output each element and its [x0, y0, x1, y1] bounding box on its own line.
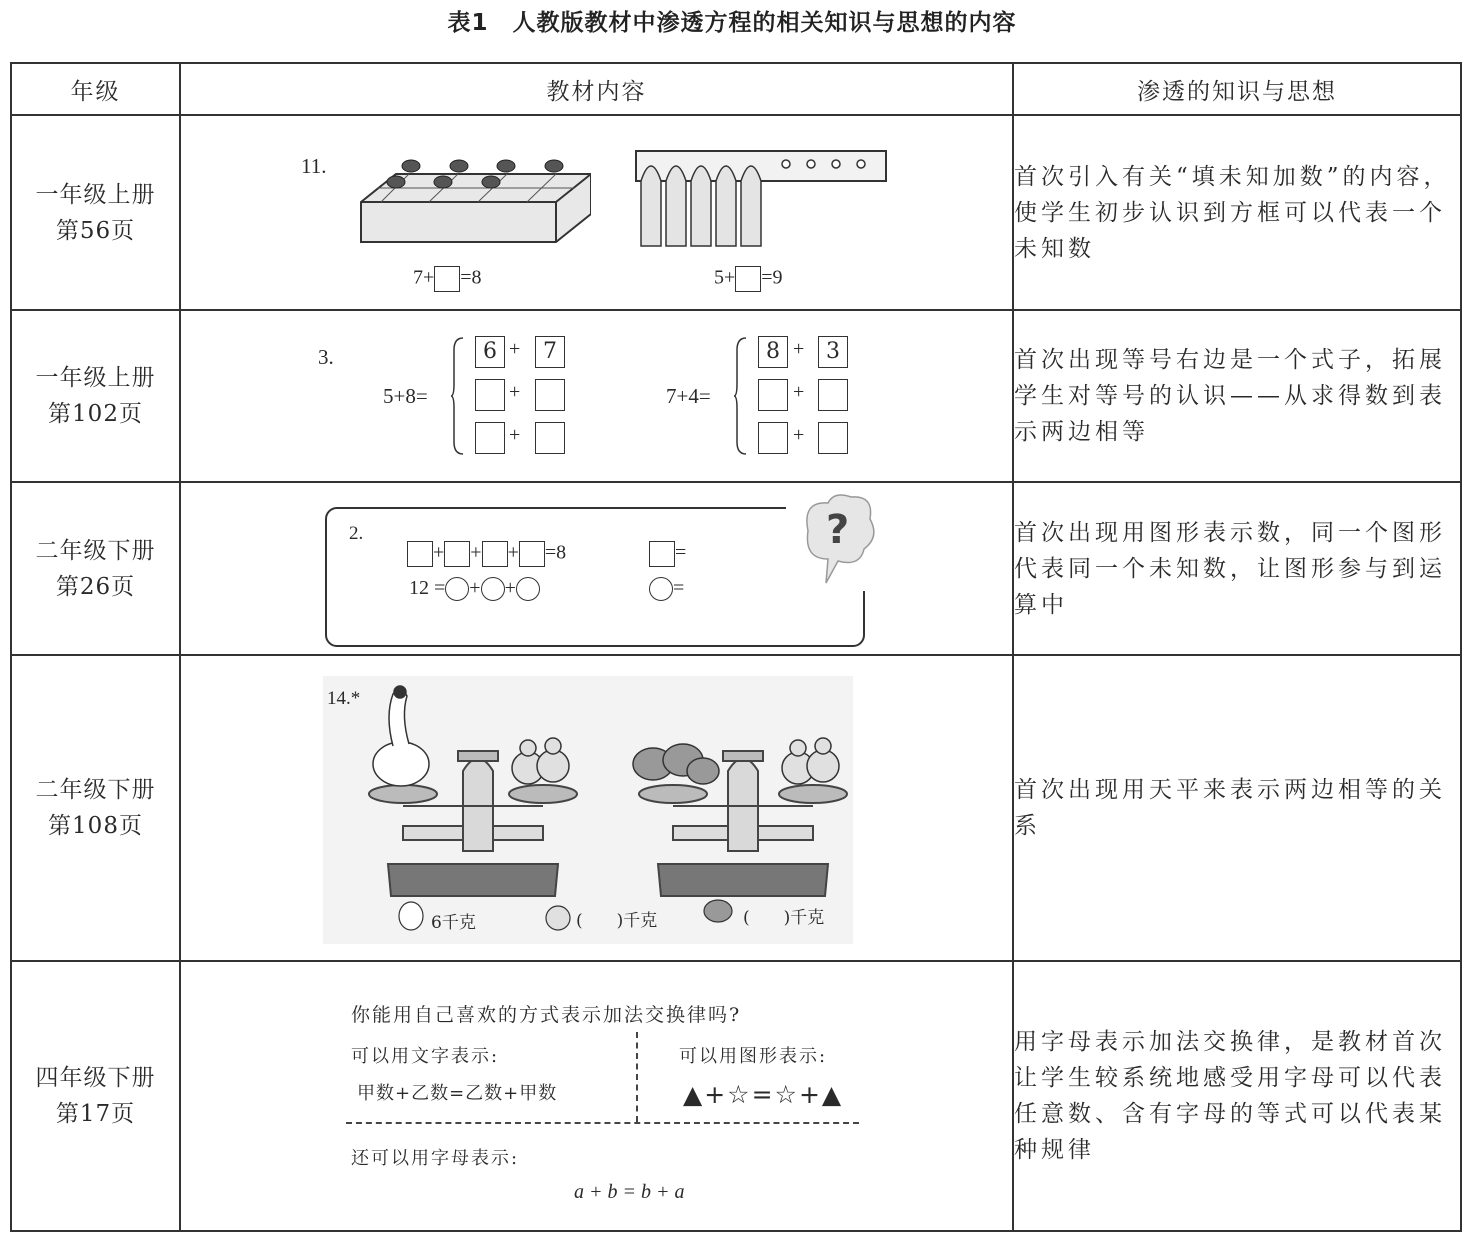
content-cell: [180, 655, 1013, 961]
letters-label: 还可以用字母表示:: [351, 1148, 520, 1169]
equation-two: 5+ =9: [714, 266, 783, 292]
grade-volume: 二年级下册: [35, 537, 156, 564]
plus-sign: +: [793, 424, 805, 446]
content-cell: [180, 310, 1013, 482]
table-row: [11, 961, 1461, 1231]
table-row: [11, 115, 1461, 310]
grade-page: 第56页: [55, 217, 136, 244]
filled-box: 7: [535, 336, 565, 368]
exercise-frame: [325, 507, 865, 647]
grade-cell: [11, 115, 180, 310]
content-table: [10, 62, 1462, 1232]
blank-box: [649, 541, 675, 567]
table-row: [11, 655, 1461, 961]
thought-cell: 首次出现用图形表示数，同一个图形代表同一个未知数，让图形参与到运算中: [1013, 482, 1461, 655]
blank-box: [758, 422, 788, 454]
content-cell: [180, 961, 1013, 1231]
vertical-divider: [636, 1032, 638, 1122]
grade-page: 第102页: [48, 401, 143, 427]
right-expression: 7+4=: [666, 384, 711, 408]
grade-volume: 四年级下册: [35, 1065, 156, 1091]
bottle-rack-illustration: [631, 146, 891, 251]
blank-circle: [445, 577, 469, 601]
plus-sign: +: [509, 338, 521, 360]
letters-formula: a + b = b + a: [574, 1181, 685, 1203]
grade-volume: 一年级上册: [35, 365, 156, 391]
bottle-crate-illustration: [351, 154, 591, 249]
blank-box: [434, 266, 460, 292]
words-label: 可以用文字表示:: [351, 1046, 500, 1067]
grade-volume: 二年级下册: [35, 777, 156, 803]
header-content: 教材内容: [180, 63, 1013, 115]
filled-box: 6: [475, 336, 505, 368]
shapes-formula: ▲+☆=☆+▲: [683, 1080, 844, 1109]
blank-box: [818, 422, 848, 454]
circle-answer: =: [649, 577, 684, 601]
question-bubble-icon: [796, 491, 878, 591]
grade-cell: [11, 482, 180, 655]
boxes-equation: + + + =8: [407, 541, 566, 567]
left-brace: [451, 336, 465, 456]
exercise-number: 11.: [301, 154, 327, 178]
header-grade: 年级: [11, 63, 180, 115]
plus-sign: +: [509, 381, 521, 403]
words-formula: 甲数+乙数=乙数+甲数: [357, 1083, 558, 1104]
blank-box: [758, 379, 788, 411]
plus-sign: +: [509, 424, 521, 446]
grade-cell: [11, 961, 180, 1231]
blank-box: [475, 422, 505, 454]
plus-sign: +: [793, 381, 805, 403]
grade-page: 第26页: [55, 573, 136, 600]
grade-page: 第17页: [55, 1101, 136, 1127]
blank-box: [818, 379, 848, 411]
hen-weight-label: ( )千克: [743, 908, 825, 928]
blank-box: [519, 541, 545, 567]
blank-circle: [516, 577, 540, 601]
right-brace: [734, 336, 748, 456]
thought-cell: 首次出现等号右边是一个式子，拓展学生对等号的认识——从求得数到表示两边相等: [1013, 310, 1461, 482]
thought-cell: 用字母表示加法交换律，是教材首次让学生较系统地感受用字母可以代表任意数、含有字母的等式可以代表某种规律: [1013, 961, 1461, 1231]
horizontal-divider: [346, 1122, 859, 1124]
equation-one: 7+ =8: [413, 266, 482, 292]
filled-box: 8: [758, 336, 788, 368]
thought-cell: 首次引入有关“填未知加数”的内容，使学生初步认识到方框可以代表一个未知数: [1013, 115, 1461, 310]
content-cell: [180, 482, 1013, 655]
exercise-number: 3.: [318, 345, 334, 369]
grade-page: 第108页: [48, 813, 143, 839]
table-caption: 表1 人教版教材中渗透方程的相关知识与思想的内容: [447, 10, 1017, 36]
circles-equation: 12 = + +: [409, 577, 540, 601]
blank-box: [444, 541, 470, 567]
table-row: [11, 310, 1461, 482]
header-row: [11, 63, 1461, 115]
question-mark: ?: [826, 507, 850, 553]
shapes-label: 可以用图形表示:: [679, 1046, 828, 1067]
plus-sign: +: [793, 338, 805, 360]
chick-weight-label: ( )千克: [576, 911, 658, 931]
filled-box: 3: [818, 336, 848, 368]
box-answer: =: [649, 541, 686, 567]
grade-cell: [11, 310, 180, 482]
blank-box: [407, 541, 433, 567]
goose-weight-label: 6千克: [431, 913, 476, 933]
blank-circle: [649, 577, 673, 601]
blank-circle: [481, 577, 505, 601]
exercise-number: 2.: [349, 523, 364, 544]
blank-box: [735, 266, 761, 292]
thought-cell: 首次出现用天平来表示两边相等的关系: [1013, 655, 1461, 961]
header-thought: 渗透的知识与思想: [1013, 63, 1461, 115]
grade-cell: [11, 655, 180, 961]
blank-box: [482, 541, 508, 567]
commutative-question: 你能用自己喜欢的方式表示加法交换律吗?: [351, 1004, 742, 1026]
grade-volume: 一年级上册: [35, 181, 156, 208]
blank-box: [535, 422, 565, 454]
blank-box: [475, 379, 505, 411]
content-cell: [180, 115, 1013, 310]
exercise-number: 14.*: [327, 688, 361, 709]
left-expression: 5+8=: [383, 384, 428, 408]
table-row: [11, 482, 1461, 655]
blank-box: [535, 379, 565, 411]
